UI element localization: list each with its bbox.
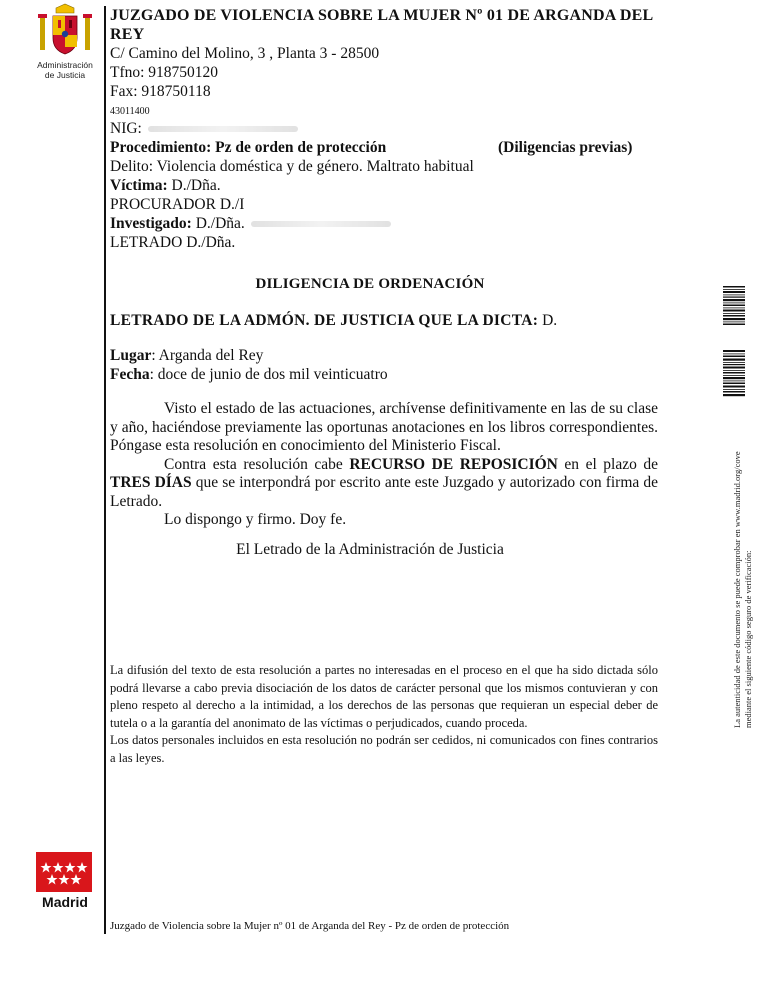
spain-coat-of-arms-icon [34,4,96,58]
body-paragraph-3: Lo dispongo y firmo. Doy fe. [164,511,347,528]
barcode-icon [723,286,745,326]
document-body [110,400,658,530]
court-name: JUZGADO DE VIOLENCIA SOBRE LA MUJER Nº 01 DE ARGANDA DEL REY [110,7,653,43]
procedimiento-label: Procedimiento: [110,139,212,156]
barcode-icon [723,350,745,398]
delito-row: Delito: Violencia doméstica y de género. Maltrato habitual [110,158,474,175]
court-fax: Fax: 918750118 [110,83,211,100]
recurso-reposicion: RECURSO DE REPOSICIÓN [349,455,558,473]
letrado-row: LETRADO D./Dña. [110,234,236,251]
investigado-label: Investigado: [110,215,192,232]
redacted-nig [148,126,298,132]
margin-rule [104,6,106,934]
verification-line-1: La autenticidad de este documento se puede comprobar en www.madrid.org/cove [732,451,742,728]
comunidad-madrid-logo [36,852,94,910]
procedimiento-value: Pz de orden de protección [215,139,387,156]
lugar-row [110,346,388,365]
diligencias-tag: (Diligencias previas) [498,139,633,156]
lugar-value: : Arganda del Rey [151,347,264,364]
admin-line-2: de Justicia [44,70,86,80]
redacted-investigado [251,221,391,227]
fecha-row [110,365,388,384]
letrado-initial: D. [542,312,558,329]
para2-mid: en el plazo de [557,455,658,473]
body-paragraph-1: Visto el estado de las actuaciones, archívense definitivamente en las de su clase y año, haciéndose previamente las oportunas anotaciones en los libros correspondientes. Póngase esta resolución en conocimiento del Ministerio Fiscal. [110,400,658,454]
court-address: C/ Camino del Molino, 3 , Planta 3 - 28500 [110,45,380,62]
verification-notice [732,408,762,728]
privacy-paragraph-1: La difusión del texto de esta resolución a partes no interesadas en el proceso en el que ha sido dictada sólo podrá llevarse a cabo previa disociación de los datos de carácter personal que los mismos contuvieran y con pleno respeto al derecho a la intimidad, a los derechos de las personas que requieran un especial deber de tutela o a la garantía del anonimato de las víctimas o perjudicados, cuando proceda. [110,663,658,730]
document-header [110,6,670,252]
signature-line: El Letrado de la Administración de Justicia [236,541,504,558]
court-code: 43011400 [110,106,150,117]
lugar-fecha-block [110,346,388,384]
victima-row [110,176,670,195]
letrado-dicta-line [110,312,580,330]
investigado-value: D./Dña. [195,215,245,232]
lugar-label: Lugar [110,347,152,364]
nig-label: NIG: [110,120,142,137]
tres-dias: TRES DÍAS [110,474,192,491]
verification-line-2: mediante el siguiente código seguro de verificación: [743,550,753,728]
fecha-value: : doce de junio de dos mil veinticuatro [149,366,388,383]
investigado-row [110,214,670,233]
privacy-notice [110,662,658,767]
nig-row [110,119,670,138]
letrado-dicta-label: LETRADO DE LA ADMÓN. DE JUSTICIA QUE LA DICTA: [110,312,539,329]
document-title: DILIGENCIA DE ORDENACIÓN [255,276,485,292]
admin-line-1: Administración [37,60,93,70]
victima-value: D./Dña. [171,177,221,194]
para2-post: que se interpondrá por escrito ante este Juzgado y autorizado con firma de Letrado. [110,474,658,510]
body-paragraph-2 [110,456,658,512]
privacy-paragraph-2: Los datos personales incluidos en esta resolución no podrán ser cedidos, ni comunicados con fines contrarios a las leyes. [110,733,658,765]
administracion-justicia-logo [30,4,100,80]
procedimiento-row [110,138,670,157]
court-phone: Tfno: 918750120 [110,64,219,81]
page-footer: Juzgado de Violencia sobre la Mujer nº 01 de Arganda del Rey - Pz de orden de protección [110,920,510,932]
fecha-label: Fecha [110,366,150,383]
procurador-row: PROCURADOR D./I [110,196,245,213]
para2-pre: Contra esta resolución cabe [164,455,350,473]
madrid-label: Madrid [42,894,88,910]
madrid-stars-icon [36,852,92,892]
victima-label: Víctima: [110,177,168,194]
